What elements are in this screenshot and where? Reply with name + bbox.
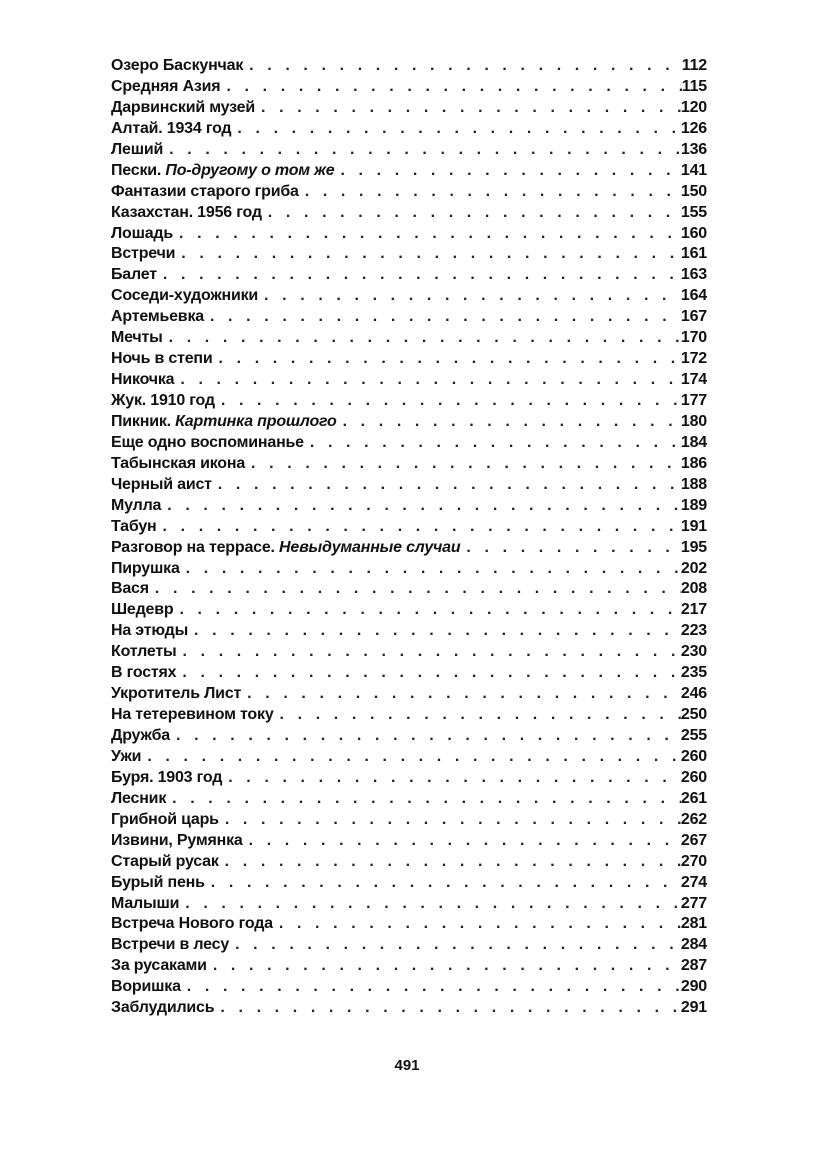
- dot-leader: [249, 56, 682, 77]
- toc-entry-title: [111, 977, 187, 998]
- toc-entry: [111, 579, 707, 600]
- toc-entry-title: [111, 914, 279, 935]
- toc-entry-title: [111, 642, 183, 663]
- toc-entry-title-text: Малыши: [111, 894, 180, 912]
- dot-leader: [225, 810, 681, 831]
- dot-leader: [169, 140, 681, 161]
- toc-entry-title: [111, 161, 340, 182]
- toc-entry-title: [111, 454, 251, 475]
- toc-entry: [111, 265, 707, 286]
- dot-leader: [219, 349, 681, 370]
- dot-leader: [225, 852, 681, 873]
- toc-entry-page: 150: [680, 182, 707, 200]
- toc-entry-title-text: Лошадь: [111, 224, 174, 242]
- toc-entry: [111, 998, 707, 1019]
- toc-entry-page: 260: [680, 768, 707, 786]
- toc-entry-page: 188: [680, 475, 707, 493]
- dot-leader: [167, 496, 681, 517]
- toc-entry-title: [111, 998, 220, 1019]
- toc-entry-page: 160: [680, 224, 707, 242]
- toc-entry-title: [111, 98, 261, 119]
- toc-entry-title-text: Котлеты: [111, 643, 177, 661]
- toc-entry: [111, 538, 707, 559]
- toc-entry-page: 186: [680, 454, 707, 472]
- toc-entry-title: [111, 307, 210, 328]
- toc-entry-page: 281: [680, 915, 707, 933]
- toc-entry-page: 163: [680, 266, 707, 284]
- toc-entry-page: 170: [680, 329, 707, 347]
- dot-leader: [280, 705, 681, 726]
- toc-entry: [111, 705, 707, 726]
- dot-leader: [172, 789, 681, 810]
- toc-entry-title: [111, 852, 225, 873]
- toc-entry-title-text: Встречи: [111, 245, 176, 263]
- toc-entry: [111, 98, 707, 119]
- toc-entry-title-text: Пирушка: [111, 559, 180, 577]
- toc-entry-page: 126: [680, 119, 707, 137]
- toc-entry-page: 274: [680, 873, 707, 891]
- toc-entry-page: 284: [680, 936, 707, 954]
- toc-entry-title-text: Воришка: [111, 978, 181, 996]
- toc-entry: [111, 559, 707, 580]
- toc-entry-title-text: Озеро Баскунчак: [111, 57, 244, 74]
- toc-entry-page: 136: [680, 140, 707, 158]
- toc-entry: [111, 244, 707, 265]
- toc-entry: [111, 496, 707, 517]
- toc-entry: [111, 349, 707, 370]
- toc-entry: [111, 642, 707, 663]
- dot-leader: [187, 977, 681, 998]
- toc-entry-page: 120: [680, 98, 707, 116]
- dot-leader: [179, 600, 680, 621]
- toc-entry-page: 235: [680, 664, 707, 682]
- toc-entry-page: 261: [680, 789, 707, 807]
- dot-leader: [235, 935, 681, 956]
- toc-entry-title: [111, 559, 186, 580]
- toc-entry-title-text: Вася: [111, 580, 149, 598]
- toc-entry-title: [111, 873, 211, 894]
- toc-entry-title: [111, 328, 169, 349]
- toc-entry-title: [111, 286, 264, 307]
- toc-entry-title-text: Мулла: [111, 496, 162, 514]
- toc-entry: [111, 768, 707, 789]
- toc-entry: [111, 977, 707, 998]
- toc-entry-title-text: Грибной царь: [111, 810, 219, 828]
- dot-leader: [251, 454, 681, 475]
- toc-entry-title-text: Заблудились: [111, 999, 215, 1017]
- dot-leader: [211, 873, 681, 894]
- toc-entry-title: [111, 433, 310, 454]
- toc-entry-title-text: Еще одно воспоминанье: [111, 433, 304, 451]
- toc-entry: [111, 412, 707, 433]
- toc-entry-title: [111, 894, 185, 915]
- toc-entry-title: [111, 935, 235, 956]
- dot-leader: [213, 956, 681, 977]
- toc-entry-title-text: Фантазии старого гриба: [111, 182, 299, 200]
- toc-entry: [111, 517, 707, 538]
- dot-leader: [261, 98, 681, 119]
- toc-entry-title: [111, 203, 268, 224]
- toc-entry-title-text: Шедевр: [111, 601, 174, 619]
- dot-leader: [279, 914, 681, 935]
- toc-entry-title: [111, 579, 155, 600]
- dot-leader: [221, 391, 681, 412]
- toc-entry: [111, 286, 707, 307]
- dot-leader: [310, 433, 681, 454]
- toc-entry: [111, 621, 707, 642]
- toc-entry-page: 255: [680, 727, 707, 744]
- toc-entry-title: [111, 621, 194, 642]
- toc-entry: [111, 307, 707, 328]
- toc-entry-title: [111, 182, 305, 203]
- toc-entry-title: [111, 140, 169, 161]
- toc-entry-title-text: Укротитель Лист: [111, 685, 242, 703]
- toc-entry-page: 184: [680, 433, 707, 451]
- dot-leader: [183, 642, 681, 663]
- toc-entry-page: 230: [680, 643, 707, 661]
- toc-entry-page: 291: [680, 999, 707, 1017]
- toc-entry-title-text: Жук. 1910 год: [111, 392, 215, 409]
- toc-entry-page: 262: [680, 810, 707, 828]
- dot-leader: [305, 182, 681, 203]
- toc-entry-title-text: Ночь в степи: [111, 350, 213, 368]
- toc-entry-page: 191: [680, 517, 707, 535]
- toc-entry-page: 270: [680, 852, 707, 870]
- toc-entry-title: [111, 600, 179, 621]
- toc-entry: [111, 747, 707, 768]
- toc-entry: [111, 789, 707, 810]
- toc-entry-title-text: Средняя Азия: [111, 77, 221, 95]
- toc-entry-page: 174: [680, 371, 707, 389]
- toc-entry: [111, 370, 707, 391]
- toc-entry-title-text: Встречи в лесу: [111, 936, 230, 954]
- toc-entry-page: 172: [680, 350, 707, 368]
- toc-entry-title-text: Табун: [111, 517, 157, 535]
- dot-leader: [210, 307, 681, 328]
- toc-entry: [111, 914, 707, 935]
- toc-entry-title: [111, 810, 225, 831]
- toc-entry-title: [111, 663, 182, 684]
- dot-leader: [237, 119, 680, 140]
- toc-entry-title: [111, 831, 249, 852]
- toc-entry-title-text: Пикник.: [111, 412, 176, 430]
- toc-entry: [111, 328, 707, 349]
- toc-entry: [111, 810, 707, 831]
- toc-entry-page: 164: [680, 287, 707, 305]
- toc-entry-page: 115: [681, 77, 707, 95]
- toc-entry-title-text: Бурый пень: [111, 873, 205, 891]
- toc-entry-title: [111, 412, 343, 433]
- toc-entry-title-text: Алтай. 1934 год: [111, 119, 232, 137]
- toc-entry-page: 246: [680, 685, 707, 703]
- toc-entry: [111, 726, 707, 747]
- toc-entry-page: 260: [680, 747, 707, 765]
- toc-entry-title-text: Никочка: [111, 371, 175, 389]
- toc-entry-page: 267: [680, 831, 707, 849]
- toc-entry-page: 208: [680, 580, 707, 598]
- dot-leader: [181, 244, 681, 265]
- toc-entry-title-text: Соседи-художники: [111, 287, 259, 305]
- toc-entry: [111, 894, 707, 915]
- toc-entry-title-text: На тетеревином току: [111, 706, 274, 724]
- toc-entry-title-text: Табынская икона: [111, 454, 246, 472]
- dot-leader: [169, 328, 681, 349]
- toc-entry-title-text: Артемьевка: [111, 308, 204, 326]
- dot-leader: [247, 684, 681, 705]
- toc-entry-title-text: За русаками: [111, 957, 207, 975]
- toc-entry-title-text: Ужи: [111, 747, 142, 765]
- page-number: 491: [394, 1057, 420, 1074]
- toc-entry: [111, 663, 707, 684]
- toc-entry-title-text: Казахстан. 1956 год: [111, 203, 262, 221]
- toc-entry: [111, 119, 707, 140]
- toc-entry: [111, 600, 707, 621]
- toc-entry-title-text: Балет: [111, 266, 157, 284]
- toc-entry-title: [111, 684, 247, 705]
- dot-leader: [155, 579, 681, 600]
- dot-leader: [343, 412, 681, 433]
- toc-entry-title: [111, 768, 228, 789]
- dot-leader: [268, 203, 681, 224]
- toc-entry-page: 167: [680, 308, 707, 326]
- toc-entry-title-text: Мечты: [111, 329, 163, 347]
- toc-entry-subtitle: Картинка прошлого: [175, 412, 337, 430]
- dot-leader: [194, 621, 681, 642]
- toc-entry: [111, 935, 707, 956]
- toc-entry: [111, 56, 707, 77]
- toc-entry-title: [111, 119, 237, 140]
- toc-entry-title-text: На этюды: [111, 622, 189, 640]
- dot-leader: [249, 831, 681, 852]
- toc-entry-title: [111, 517, 163, 538]
- toc-entry: [111, 684, 707, 705]
- toc-entry-page: 195: [680, 538, 707, 556]
- toc-entry-title: [111, 370, 180, 391]
- toc-entry: [111, 182, 707, 203]
- toc-entry-title: [111, 475, 218, 496]
- toc-entry: [111, 956, 707, 977]
- dot-leader: [180, 370, 681, 391]
- toc-entry-title-text: Леший: [111, 140, 164, 158]
- toc-entry-title-text: Дружба: [111, 727, 170, 744]
- toc-entry-title: [111, 789, 172, 810]
- toc-entry-title: [111, 956, 213, 977]
- toc-entry-page: 287: [680, 957, 707, 975]
- dot-leader: [466, 538, 680, 559]
- toc-entry-title: [111, 391, 221, 412]
- toc-entry-title-text: Пески.: [111, 161, 166, 179]
- toc-entry-title: [111, 538, 466, 559]
- toc-entry: [111, 161, 707, 182]
- toc-entry-title: [111, 244, 181, 265]
- toc-entry-page: 180: [680, 412, 707, 430]
- toc-entry-page: 217: [680, 601, 707, 619]
- toc-entry-title-text: Черный аист: [111, 475, 212, 493]
- toc-entry-title-text: Разговор на террасе.: [111, 538, 280, 556]
- toc-entry: [111, 475, 707, 496]
- toc-entry: [111, 454, 707, 475]
- dot-leader: [176, 726, 681, 747]
- toc-entry-title: [111, 705, 280, 726]
- toc-entry-title: [111, 224, 179, 245]
- toc-entry-title: [111, 496, 167, 517]
- toc-entry-title-text: Буря. 1903 год: [111, 768, 223, 786]
- toc-entry-title-text: Старый русак: [111, 852, 219, 870]
- toc-entry: [111, 140, 707, 161]
- dot-leader: [163, 517, 681, 538]
- toc-entry-title-text: Дарвинский музей: [111, 98, 256, 116]
- toc-entry-page: 141: [680, 161, 707, 179]
- toc-entry: [111, 77, 707, 98]
- toc-entry-title: [111, 747, 147, 768]
- toc-entry-page: 223: [680, 622, 707, 640]
- toc-entry-subtitle: Невыдуманные случаи: [279, 538, 461, 556]
- toc-entry-page: 189: [680, 496, 707, 514]
- toc-entry-title: [111, 726, 176, 747]
- dot-leader: [147, 747, 681, 768]
- dot-leader: [340, 161, 680, 182]
- toc-entry-page: 250: [680, 706, 707, 724]
- toc-entry-page: 155: [680, 203, 707, 221]
- toc-entry-page: 277: [680, 894, 707, 912]
- toc-entry: [111, 203, 707, 224]
- toc-entry: [111, 433, 707, 454]
- toc-entry-page: 112: [681, 57, 707, 74]
- toc-entry-title-text: Лесник: [111, 789, 167, 807]
- dot-leader: [226, 77, 681, 98]
- toc-entry-title: [111, 77, 226, 98]
- dot-leader: [228, 768, 681, 789]
- dot-leader: [185, 894, 681, 915]
- toc-entry: [111, 873, 707, 894]
- toc-entry: [111, 831, 707, 852]
- toc-entry-title-text: Встреча Нового года: [111, 915, 273, 933]
- toc-entry-page: 290: [680, 978, 707, 996]
- toc-entry: [111, 852, 707, 873]
- toc-entry-title: [111, 56, 249, 77]
- toc-entry: [111, 224, 707, 245]
- toc-entry: [111, 391, 707, 412]
- toc-entry-title: [111, 265, 163, 286]
- toc-entry-title-text: Извини, Румянка: [111, 831, 243, 849]
- dot-leader: [179, 224, 681, 245]
- dot-leader: [186, 559, 681, 580]
- toc-entry-page: 177: [680, 392, 707, 409]
- toc-entry-title-text: В гостях: [111, 664, 177, 682]
- dot-leader: [218, 475, 681, 496]
- dot-leader: [220, 998, 681, 1019]
- toc-entry-subtitle: По-другому о том же: [165, 161, 335, 179]
- toc-entry-title: [111, 349, 219, 370]
- dot-leader: [264, 286, 681, 307]
- toc-entry-page: 202: [680, 559, 707, 577]
- table-of-contents: [111, 56, 707, 1019]
- dot-leader: [163, 265, 681, 286]
- dot-leader: [182, 663, 681, 684]
- toc-entry-page: 161: [680, 245, 707, 263]
